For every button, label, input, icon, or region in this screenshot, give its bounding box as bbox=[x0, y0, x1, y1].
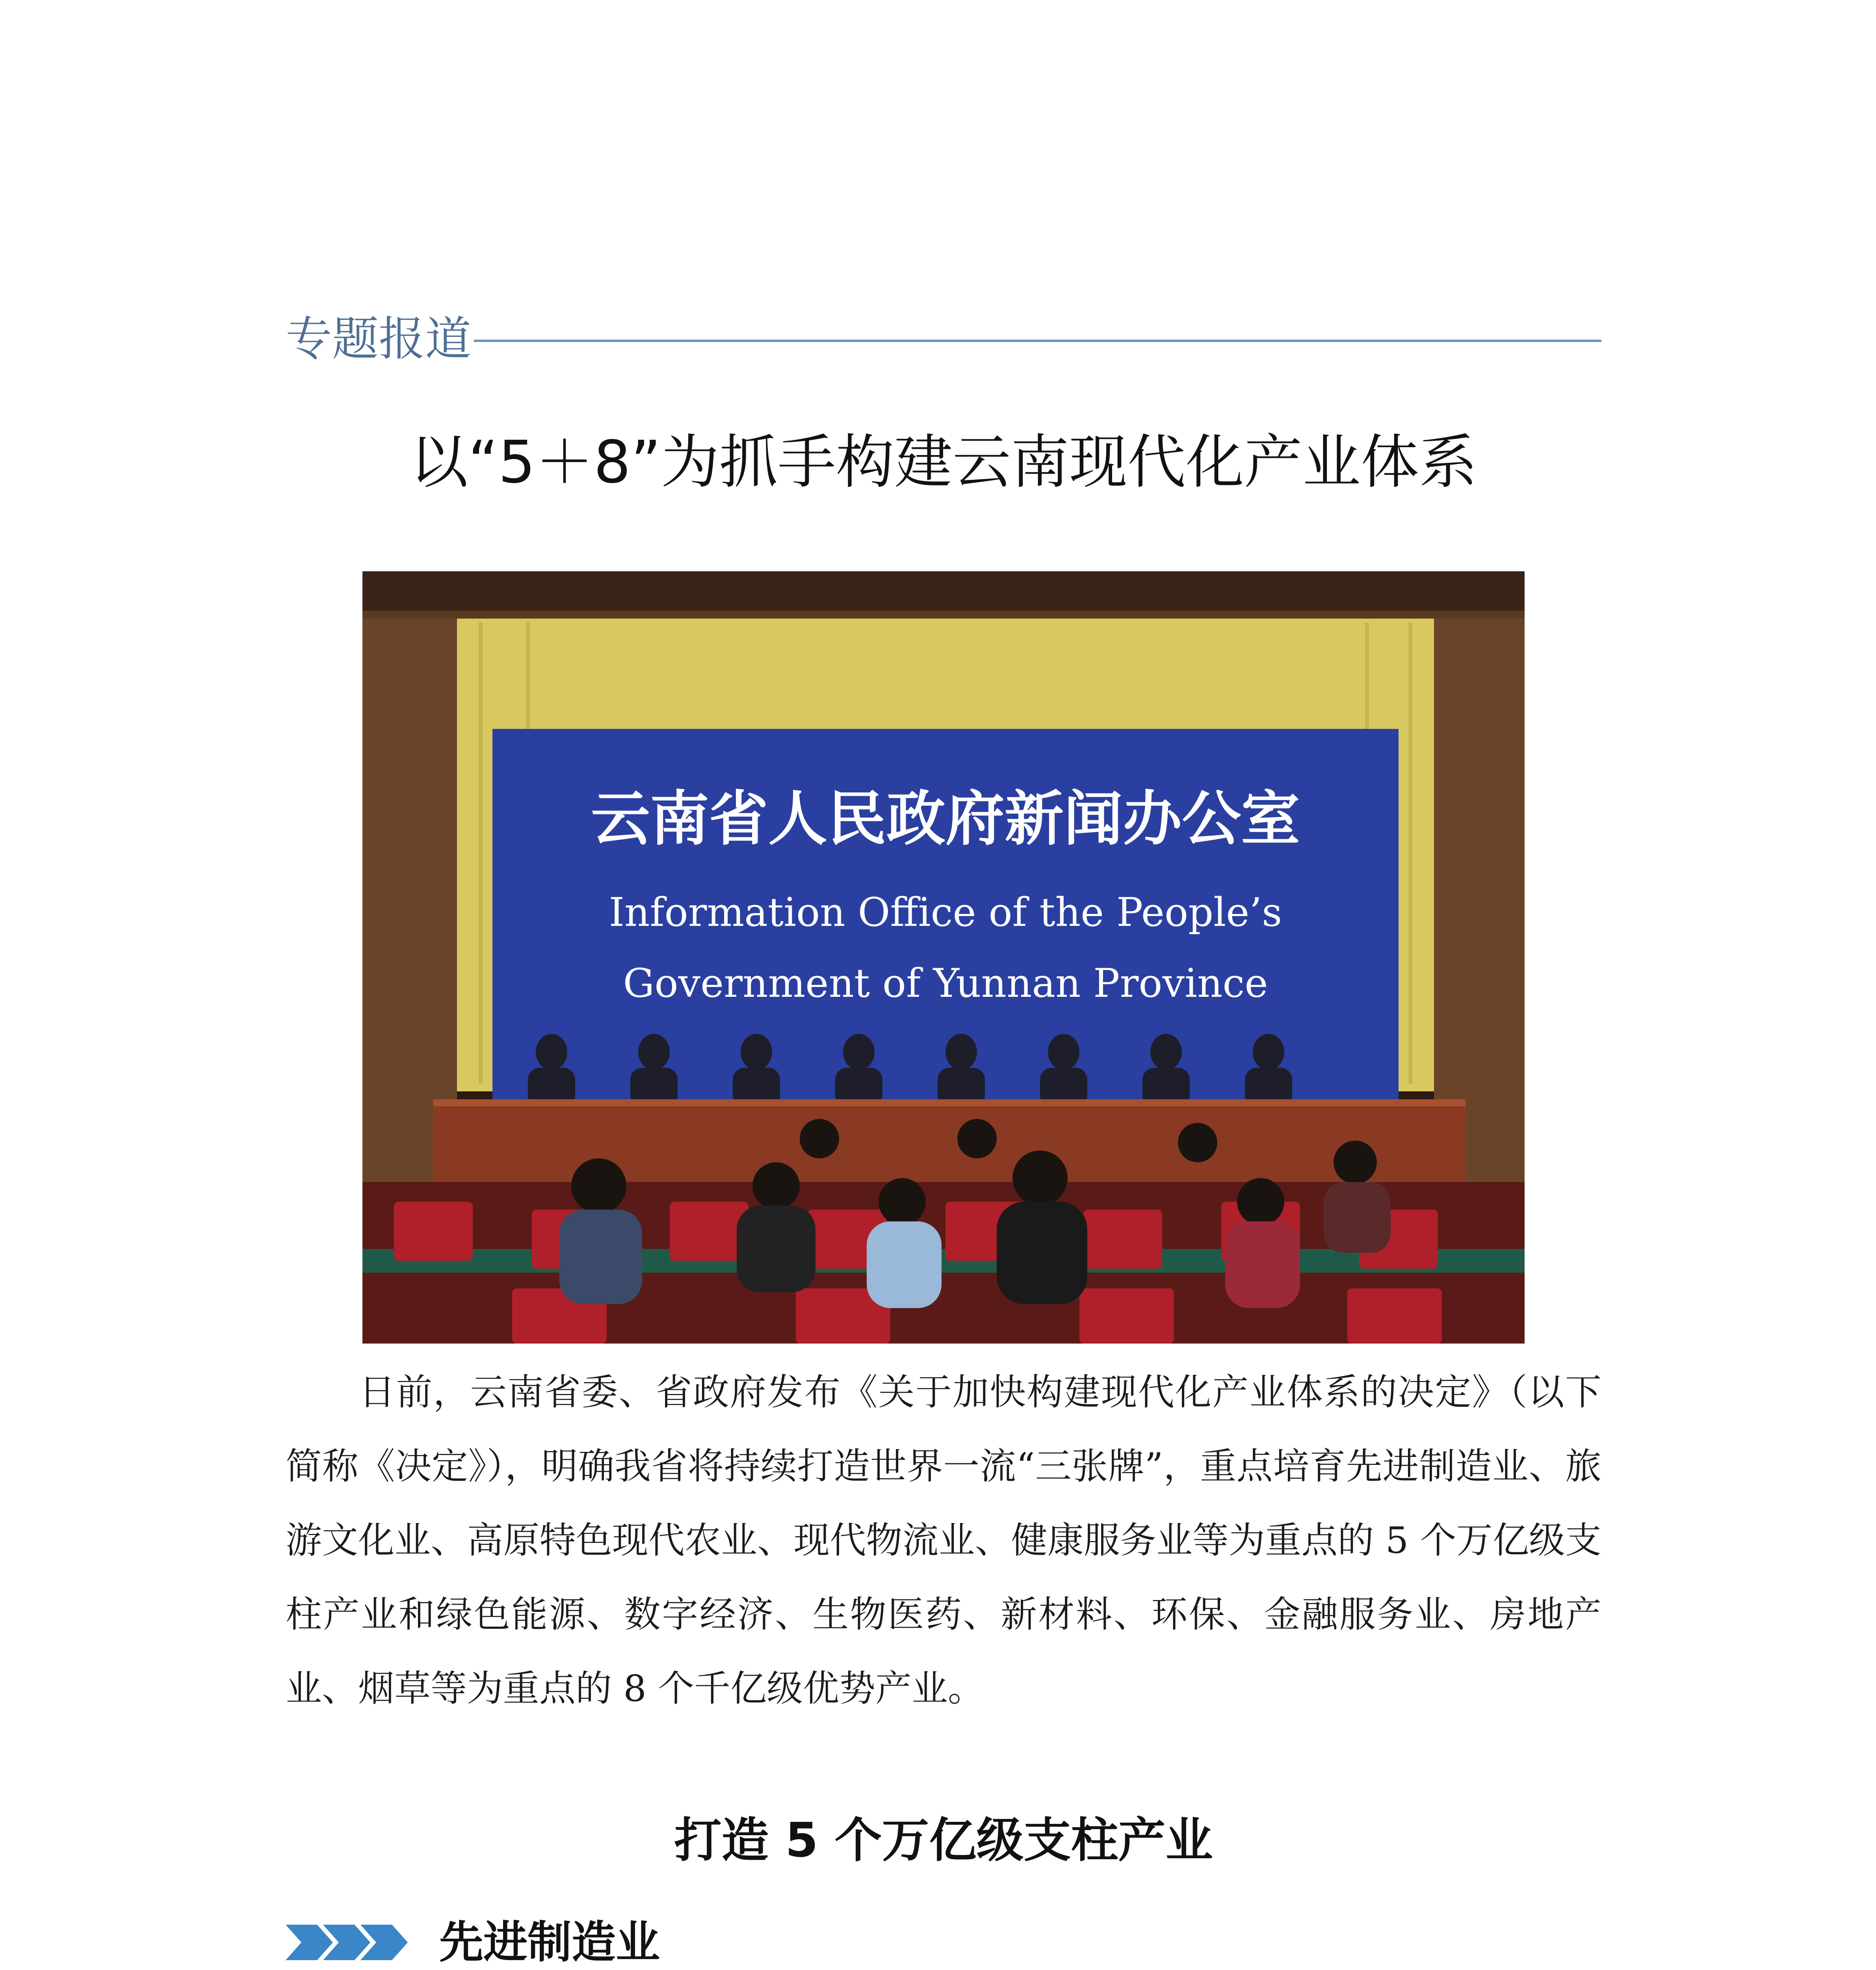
subsection-heading: 先进制造业 bbox=[439, 1917, 660, 1968]
triple-chevron-icon bbox=[286, 1921, 416, 1964]
section-divider bbox=[474, 340, 1601, 342]
article-title: 以“5＋8”为抓手构建云南现代化产业体系 bbox=[410, 428, 1477, 496]
banner-english-line-1: Information Office of the People’s bbox=[609, 889, 1282, 935]
intro-paragraph-text: 日前，云南省委、省政府发布《关于加快构建现代化产业体系的决定》（以下简称《决定》），明确我省将持续打造世界一流“三张牌”，重点培育先进制造业、旅游文化业、高原特色现代农业、现代物流业、健康服务业等为重点的 5 个万亿级支柱产业和绿色能源、数字经济、生物医药、新材料、环保、金融服务业、房地产业、烟草等为重点的 8 个千亿级优势产业。 bbox=[286, 1371, 1601, 1710]
banner-english-line-2: Government of Yunnan Province bbox=[623, 960, 1268, 1006]
section-header bbox=[286, 303, 1601, 374]
press-conference-photo bbox=[362, 571, 1525, 1344]
section-heading: 打造 5 个万亿级支柱产业 bbox=[674, 1813, 1213, 1868]
subsection-heading-row bbox=[286, 1913, 660, 1970]
intro-paragraph bbox=[286, 1355, 1601, 1726]
banner-chinese-text: 云南省人民政府新闻办公室 bbox=[591, 785, 1300, 853]
section-label: 专题报道 bbox=[286, 312, 472, 366]
